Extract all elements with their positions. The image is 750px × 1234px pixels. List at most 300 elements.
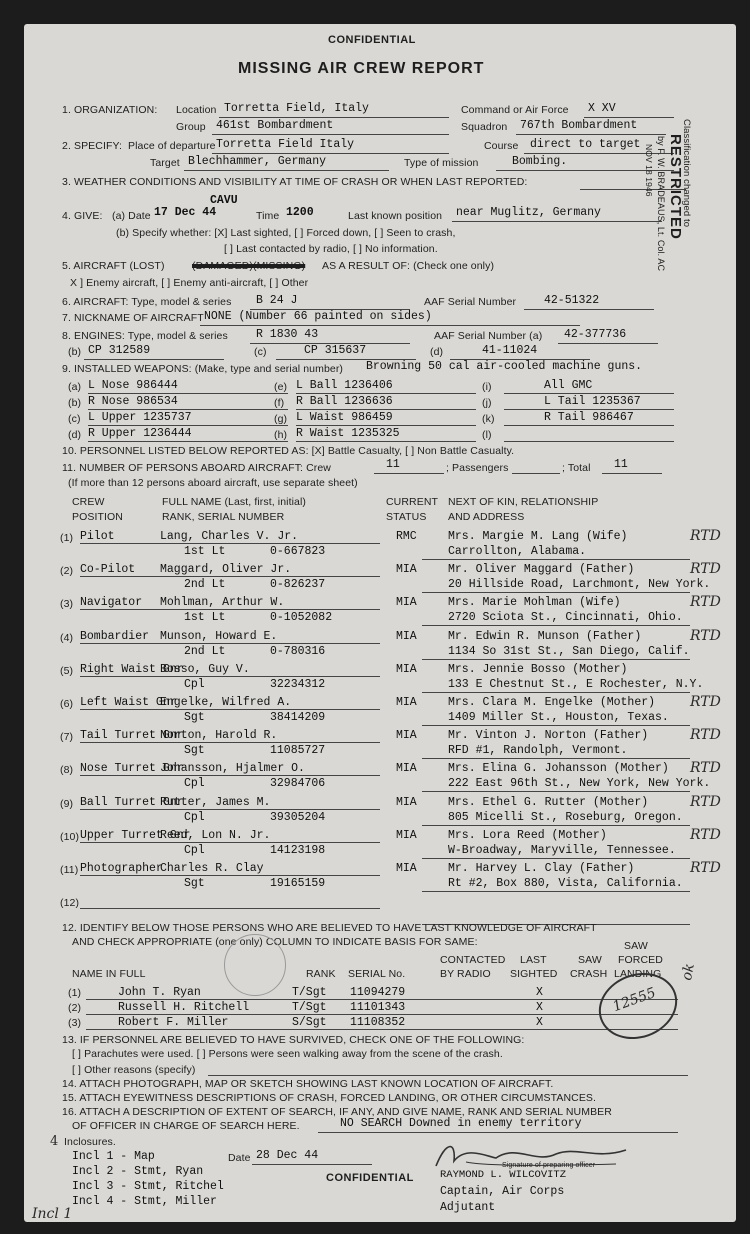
crew-header-position: CREW: [72, 496, 105, 508]
sec11-total-label: ; Total: [562, 462, 591, 474]
weapon-value: R Waist 1235325: [296, 427, 400, 440]
page-title: MISSING AIR CREW REPORT: [238, 60, 485, 77]
rule: [516, 134, 666, 135]
sec16-label2: OF OFFICER IN CHARGE OF SEARCH HERE.: [72, 1120, 300, 1132]
classification-date: NOV 18 1946: [644, 144, 654, 197]
sec12-h-radio: CONTACTED: [440, 954, 506, 966]
handwritten-ok: ok: [679, 962, 698, 982]
sec6-label: 6. AIRCRAFT: Type, model & series: [62, 296, 232, 308]
rule: [88, 409, 288, 410]
witness-mark: X: [536, 1001, 543, 1014]
rule: [512, 473, 560, 474]
weapon-key: (l): [482, 429, 492, 441]
crew-header-kin2: AND ADDRESS: [448, 511, 525, 523]
crew-kin: Mrs. Lora Reed (Mother): [448, 828, 607, 842]
crew-position: Left Waist Gnr: [80, 696, 177, 709]
sec4-position-label: Last known position: [348, 210, 443, 222]
rule: [422, 758, 690, 759]
witness-number: (3): [68, 1017, 82, 1029]
rule: [86, 1014, 678, 1015]
sec4-date: 17 Dec 44: [154, 206, 217, 219]
rule: [504, 425, 674, 426]
confidential-footer: CONFIDENTIAL: [326, 1172, 414, 1184]
sec2-mission: Bombing.: [512, 155, 568, 168]
rule: [88, 441, 288, 442]
sec1-location-label: Location: [176, 104, 217, 116]
crew-status: MIA: [396, 862, 417, 875]
rule: [422, 659, 690, 660]
weapon-key: (c): [68, 413, 81, 425]
inclosures-label: Inclosures.: [64, 1136, 116, 1148]
sec11-label: 11. NUMBER OF PERSONS ABOARD AIRCRAFT: Crew: [62, 462, 331, 474]
sec1-command: X XV: [588, 102, 616, 115]
rule: [84, 359, 224, 360]
crew-name: Maggard, Oliver Jr.: [160, 563, 292, 577]
weapon-key: (k): [482, 413, 495, 425]
sec1-location: Torretta Field, Italy: [224, 102, 369, 115]
sec8-c-label: (c): [254, 346, 267, 358]
rule: [558, 343, 658, 344]
crew-name: Lang, Charles V. Jr.: [160, 530, 299, 543]
officer-name: RAYMOND L. WILCOVITZ: [440, 1169, 567, 1181]
witness-mark: X: [536, 1016, 543, 1029]
rule: [422, 791, 690, 792]
crew-kin: Mrs. Jennie Bosso (Mother): [448, 662, 628, 676]
rule: [80, 609, 380, 610]
rule: [208, 1075, 688, 1076]
crew-header-rank: RANK, SERIAL NUMBER: [162, 511, 285, 523]
crew-rank: 2nd Lt: [184, 578, 226, 592]
witness-rank: T/Sgt: [292, 986, 327, 999]
rule: [252, 1164, 372, 1165]
crew-serial: 39305204: [270, 810, 326, 824]
crew-kin-address: 1409 Miller St., Houston, Texas.: [448, 711, 669, 724]
witness-mark: X: [536, 986, 543, 999]
rule: [80, 576, 380, 577]
sec7-value: NONE (Number 66 painted on sides): [204, 310, 432, 323]
crew-serial: 14123198: [270, 843, 326, 857]
sec9-make: Browning 50 cal air-cooled machine guns.: [366, 360, 643, 373]
rule: [212, 153, 449, 154]
sec6-serial-label: AAF Serial Number: [424, 296, 517, 308]
crew-kin-address: W-Broadway, Maryville, Tennessee.: [448, 843, 676, 857]
rule: [296, 393, 476, 394]
rule: [584, 117, 674, 118]
sec2-departure: Torretta Field Italy: [216, 138, 355, 151]
weapon-value: R Ball 1236636: [296, 395, 393, 408]
weapon-value: L Tail 1235367: [544, 395, 641, 408]
rule: [88, 425, 288, 426]
sec5-label: 5. AIRCRAFT (LOST): [62, 260, 165, 272]
crew-number: (8): [60, 764, 74, 777]
witness-number: (2): [68, 1002, 82, 1014]
sec8-serial-label: AAF Serial Number (a): [434, 330, 543, 342]
crew-serial: 0-1052082: [270, 611, 333, 625]
sec5-struck: (DAMAGED)(MISSING): [192, 260, 306, 272]
crew-status: MIA: [396, 729, 417, 743]
sec8-b: CP 312589: [88, 344, 151, 357]
rule: [200, 325, 580, 326]
crew-rank: Sgt: [184, 744, 205, 758]
crew-number: (12): [60, 897, 80, 910]
sec2-course: direct to target: [530, 138, 641, 151]
sec9-label: 9. INSTALLED WEAPONS: (Make, type and serial number): [62, 363, 344, 375]
witness-name: Russell H. Ritchell: [118, 1001, 250, 1014]
rule: [184, 170, 389, 171]
crew-rank: 1st Lt: [184, 545, 226, 558]
crew-rtd-note: RTD: [690, 561, 721, 578]
weapon-value: L Waist 986459: [296, 411, 393, 424]
sec12-h-name: NAME IN FULL: [72, 968, 146, 980]
sec8-a: 42-377736: [564, 328, 627, 341]
crew-status: MIA: [396, 596, 417, 610]
sec1-group-label: Group: [176, 121, 206, 133]
crew-status: RMC: [396, 530, 417, 543]
witness-serial: 11101343: [350, 1001, 406, 1014]
sec2-course-label: Course: [484, 140, 519, 152]
sec16-value: NO SEARCH Downed in enemy territory: [340, 1117, 582, 1130]
sec4-position: near Muglitz, Germany: [456, 206, 601, 219]
sec4-specify2: [ ] Last contacted by radio, [ ] No information.: [224, 243, 438, 255]
sec1-command-label: Command or Air Force: [461, 104, 569, 116]
crew-name: Bosso, Guy V.: [160, 662, 250, 676]
sec12-h-crash: SAW: [578, 954, 602, 966]
rule: [504, 441, 674, 442]
crew-status: MIA: [396, 696, 417, 709]
sec12-h-forced2: FORCED: [618, 954, 663, 966]
rule: [374, 473, 444, 474]
crew-rtd-note: RTD: [690, 793, 721, 810]
sec12-h-radio2: BY RADIO: [440, 968, 491, 980]
crew-status: MIA: [396, 629, 417, 643]
crew-name: Johansson, Hjalmer O.: [160, 762, 305, 776]
sec4-time-label: Time: [256, 210, 280, 222]
rule: [80, 809, 380, 810]
weapon-value: L Ball 1236406: [296, 379, 393, 392]
crew-serial: 32234312: [270, 677, 326, 691]
sec12-h-forced3: LANDING: [614, 968, 662, 980]
incl-1: Incl 1 - Map: [72, 1150, 155, 1163]
sec1-squadron: 767th Bombardment: [520, 119, 638, 132]
sec5-rest: AS A RESULT OF: (Check one only): [322, 260, 495, 272]
rule: [296, 441, 476, 442]
restricted-stamp: RESTRICTED: [667, 134, 684, 240]
sec12-h-crash2: CRASH: [570, 968, 608, 980]
crew-position: Ball Turret Gnr: [80, 795, 184, 809]
footer-date-label: Date: [228, 1152, 251, 1164]
crew-rank: Cpl: [184, 843, 205, 857]
crew-kin-address: 805 Micelli St., Roseburg, Oregon.: [448, 810, 683, 824]
crew-position: Bombardier: [80, 629, 150, 643]
signature-caption: Signature of preparing officer: [502, 1162, 596, 1169]
sec8-c: CP 315637: [304, 344, 367, 357]
sec5-options: X ] Enemy aircraft, [ ] Enemy anti-aircraft, [ ] Other: [70, 277, 309, 289]
crew-number: (3): [60, 598, 74, 611]
classification-note: Classification changed to: [681, 119, 692, 228]
sec12-label2: AND CHECK APPROPRIATE (one only) COLUMN TO INDICATE BASIS FOR SAME:: [72, 936, 478, 948]
sec3-value: CAVU: [210, 194, 238, 207]
weapon-key: (a): [68, 381, 82, 393]
sec13-line2: [ ] Other reasons (specify): [72, 1064, 196, 1076]
crew-number: (11): [60, 864, 79, 876]
rule: [80, 775, 380, 776]
rule: [422, 592, 690, 593]
crew-kin: Mrs. Elina G. Johansson (Mother): [448, 762, 669, 776]
crew-header-position2: POSITION: [72, 511, 123, 523]
rule: [452, 221, 662, 222]
weapon-value: R Tail 986467: [544, 411, 634, 424]
weapon-key: (d): [68, 429, 82, 441]
sec8-b-label: (b): [68, 346, 82, 358]
rule: [80, 742, 380, 743]
faint-seal: [224, 934, 286, 996]
crew-position: Navigator: [80, 596, 143, 610]
sec2-mission-label: Type of mission: [404, 157, 479, 169]
weapon-value: R Nose 986534: [88, 395, 178, 408]
rule: [422, 559, 690, 560]
sec12-h-rank: RANK: [306, 968, 336, 980]
rule: [212, 134, 449, 135]
weapon-key: (g): [274, 413, 288, 425]
sec4-specify: (b) Specify whether: [X] Last sighted, [ ] Forced down, [ ] Seen to crash,: [116, 227, 456, 239]
sec2-target-label: Target: [150, 157, 180, 169]
crew-header-status2: STATUS: [386, 511, 427, 523]
crew-rank: Cpl: [184, 777, 205, 791]
rule: [318, 1132, 678, 1133]
crew-number: (1): [60, 532, 74, 544]
crew-status: MIA: [396, 762, 417, 776]
witness-serial: 11094279: [350, 986, 406, 999]
rule: [422, 858, 690, 859]
incl-4: Incl 4 - Stmt, Miller: [72, 1195, 217, 1208]
crew-rank: 1st Lt: [184, 611, 226, 625]
crew-kin: Mr. Harvey L. Clay (Father): [448, 862, 635, 875]
crew-number: (9): [60, 797, 74, 810]
handwritten-incl-note: Incl 1: [32, 1206, 73, 1222]
weapon-value: R Upper 1236444: [88, 427, 192, 440]
officer-title: Adjutant: [440, 1201, 496, 1214]
confidential-header: CONFIDENTIAL: [328, 34, 416, 46]
crew-status: MIA: [396, 563, 417, 577]
inclosure-count: 4: [50, 1134, 59, 1149]
crew-kin-address: 2720 Sciota St., Cincinnati, Ohio.: [448, 611, 683, 625]
crew-serial: 38414209: [270, 711, 326, 724]
crew-position: Right Waist Gnr: [80, 662, 184, 676]
rule: [80, 676, 380, 677]
rule: [602, 473, 662, 474]
sec11-crew: 11: [386, 458, 400, 471]
rule: [80, 842, 380, 843]
crew-serial: 0-826237: [270, 578, 326, 592]
sec2-target: Blechhammer, Germany: [188, 155, 327, 168]
rule: [422, 725, 690, 726]
sec14-label: 14. ATTACH PHOTOGRAPH, MAP OR SKETCH SHOWING LAST KNOWN LOCATION OF AIRCRAFT.: [62, 1078, 554, 1090]
crew-rank: Cpl: [184, 677, 205, 691]
rule: [86, 999, 678, 1000]
incl-3: Incl 3 - Stmt, Ritchel: [72, 1180, 224, 1193]
crew-name: Engelke, Wilfred A.: [160, 696, 292, 709]
crew-rtd-note: RTD: [690, 826, 721, 843]
crew-rank: 2nd Lt: [184, 644, 226, 658]
rule: [80, 643, 380, 644]
rule: [219, 117, 449, 118]
sec8-type: R 1830 43: [256, 328, 319, 341]
sec4-label: 4. GIVE:: [62, 210, 103, 222]
rule: [88, 393, 288, 394]
handwritten-number: 12555: [610, 984, 658, 1016]
sec15-label: 15. ATTACH EYEWITNESS DESCRIPTIONS OF CRASH, FORCED LANDING, OR OTHER CIRCUMSTANCES.: [62, 1092, 597, 1104]
crew-name: Reed, Lon N. Jr.: [160, 828, 271, 842]
crew-rtd-note: RTD: [690, 627, 721, 644]
crew-serial: 0-667823: [270, 545, 326, 558]
sec4-time: 1200: [286, 206, 314, 219]
crew-number: (4): [60, 631, 74, 644]
crew-serial: 19165159: [270, 877, 326, 890]
sec8-d-label: (d): [430, 346, 444, 358]
sec12-label: 12. IDENTIFY BELOW THOSE PERSONS WHO ARE BELIEVED TO HAVE LAST KNOWLEDGE OF AIRCRAFT: [62, 922, 597, 934]
crew-rank: Sgt: [184, 711, 205, 724]
crew-kin: Mrs. Marie Mohlman (Wife): [448, 596, 621, 610]
witness-serial: 11108352: [350, 1016, 406, 1029]
sec4-date-label: (a) Date: [112, 210, 151, 222]
crew-status: MIA: [396, 662, 417, 676]
weapon-value: L Upper 1235737: [88, 411, 192, 424]
crew-position: Photographer: [80, 862, 163, 875]
report-sheet: [24, 24, 736, 1222]
rule: [296, 409, 476, 410]
witness-name: John T. Ryan: [118, 986, 201, 999]
crew-status: MIA: [396, 828, 417, 842]
crew-rtd-note: RTD: [690, 528, 721, 544]
crew-kin: Mrs. Margie M. Lang (Wife): [448, 530, 628, 543]
crew-serial: 11085727: [270, 744, 326, 758]
crew-position: Co-Pilot: [80, 563, 136, 577]
sec12-h-sight2: SIGHTED: [510, 968, 558, 980]
sec11-passengers-label: ; Passengers: [446, 462, 509, 474]
rule: [80, 709, 380, 710]
crew-kin-address: 133 E Chestnut St., E Rochester, N.Y.: [448, 677, 704, 691]
classification-authority: by F. W. BRADEAUS, Lt. Col. AC: [656, 136, 666, 272]
crew-position: Nose Turret Gnr: [80, 762, 184, 776]
crew-position: Pilot: [80, 530, 115, 543]
rule: [524, 309, 654, 310]
sec13-line1: [ ] Parachutes were used. [ ] Persons were seen walking away from the scene of the crash.: [72, 1048, 503, 1060]
sec3-label: 3. WEATHER CONDITIONS AND VISIBILITY AT TIME OF CRASH OR WHEN LAST REPORTED:: [62, 176, 528, 188]
crew-rtd-note: RTD: [690, 760, 721, 777]
sec16-label: 16. ATTACH A DESCRIPTION OF EXTENT OF SEARCH, IF ANY, AND GIVE NAME, RANK AND SERIAL NUMBER: [62, 1106, 612, 1118]
sec2-departure-label: Place of departure: [128, 140, 216, 152]
crew-number: (2): [60, 565, 74, 578]
weapon-key: (f): [274, 397, 285, 409]
crew-number: (7): [60, 731, 74, 744]
sec6-type: B 24 J: [256, 294, 298, 307]
crew-serial: 32984706: [270, 777, 326, 791]
weapon-key: (e): [274, 381, 288, 393]
sec12-h-forced: SAW: [624, 940, 648, 952]
sec8-label: 8. ENGINES: Type, model & series: [62, 330, 228, 342]
witness-name: Robert F. Miller: [118, 1016, 229, 1029]
crew-kin-address: 222 East 96th St., New York, New York.: [448, 777, 711, 791]
crew-kin-address: RFD #1, Randolph, Vermont.: [448, 744, 628, 758]
crew-rtd-note: RTD: [690, 860, 721, 876]
crew-name: Munson, Howard E.: [160, 629, 278, 643]
crew-rtd-note: RTD: [690, 594, 721, 611]
rule: [422, 825, 690, 826]
crew-header-name: FULL NAME (Last, first, initial): [162, 496, 307, 508]
crew-name: Rutter, James M.: [160, 795, 271, 809]
crew-kin: Mrs. Clara M. Engelke (Mother): [448, 696, 656, 709]
sec13-label: 13. IF PERSONNEL ARE BELIEVED TO HAVE SURVIVED, CHECK ONE OF THE FOLLOWING:: [62, 1034, 525, 1046]
weapon-key: (h): [274, 429, 288, 441]
crew-number: (5): [60, 664, 74, 677]
crew-kin-address: Rt #2, Box 880, Vista, California.: [448, 877, 683, 890]
crew-position: Tail Turret Gnr: [80, 729, 184, 743]
weapon-key: (b): [68, 397, 82, 409]
crew-name: Mohlman, Arthur W.: [160, 596, 285, 610]
crew-header-kin: NEXT OF KIN, RELATIONSHIP: [448, 496, 599, 508]
sec11-note: (If more than 12 persons aboard aircraft, use separate sheet): [68, 477, 358, 489]
rule: [80, 543, 380, 544]
weapon-value: All GMC: [544, 379, 593, 392]
rule: [422, 891, 690, 892]
crew-kin: Mrs. Ethel G. Rutter (Mother): [448, 795, 649, 809]
crew-kin-address: 1134 So 31st St., San Diego, Calif.: [448, 644, 690, 658]
crew-number: (6): [60, 698, 74, 710]
crew-kin-address: 20 Hillside Road, Larchmont, New York.: [448, 578, 711, 592]
sec1-squadron-label: Squadron: [461, 121, 508, 133]
sec8-d: 41-11024: [482, 344, 538, 357]
sec7-label: 7. NICKNAME OF AIRCRAFT: [62, 312, 204, 324]
crew-kin-address: Carrollton, Alabama.: [448, 545, 587, 558]
sec11-total: 11: [614, 458, 628, 471]
witness-number: (1): [68, 987, 82, 999]
crew-name: Norton, Harold R.: [160, 729, 278, 743]
witness-rank: T/Sgt: [292, 1001, 327, 1014]
crew-kin: Mr. Oliver Maggard (Father): [448, 563, 635, 577]
rule: [86, 1029, 678, 1030]
footer-date: 28 Dec 44: [256, 1149, 319, 1162]
crew-serial: 0-780316: [270, 644, 326, 658]
crew-rtd-note: RTD: [690, 694, 721, 710]
crew-status: MIA: [396, 795, 417, 809]
sec12-h-serial: SERIAL No.: [348, 968, 406, 980]
crew-position: Upper Turret Gnr: [80, 828, 191, 842]
crew-number: (10): [60, 830, 80, 843]
rule: [504, 409, 674, 410]
rule: [80, 908, 380, 909]
incl-2: Incl 2 - Stmt, Ryan: [72, 1165, 204, 1178]
rule: [504, 393, 674, 394]
officer-rank: Captain, Air Corps: [440, 1185, 565, 1198]
crew-rank: Cpl: [184, 810, 205, 824]
sec6-serial: 42-51322: [544, 294, 600, 307]
crew-kin: Mr. Vinton J. Norton (Father): [448, 729, 649, 743]
rule: [80, 875, 380, 876]
sec2-label: 2. SPECIFY:: [62, 140, 123, 152]
crew-rtd-note: RTD: [690, 727, 721, 744]
sec1-group: 461st Bombardment: [216, 119, 334, 132]
weapon-key: (j): [482, 397, 492, 409]
sec1-label: 1. ORGANIZATION:: [62, 104, 158, 116]
witness-rank: S/Sgt: [292, 1016, 327, 1029]
weapon-key: (i): [482, 381, 492, 393]
sec10-label: 10. PERSONNEL LISTED BELOW REPORTED AS: [X] Battle Casualty, [ ] Non Battle Casualty.: [62, 445, 515, 457]
crew-header-status: CURRENT: [386, 496, 439, 508]
crew-rank: Sgt: [184, 877, 205, 890]
rule: [422, 625, 690, 626]
crew-name: Charles R. Clay: [160, 862, 264, 875]
crew-kin: Mr. Edwin R. Munson (Father): [448, 629, 642, 643]
